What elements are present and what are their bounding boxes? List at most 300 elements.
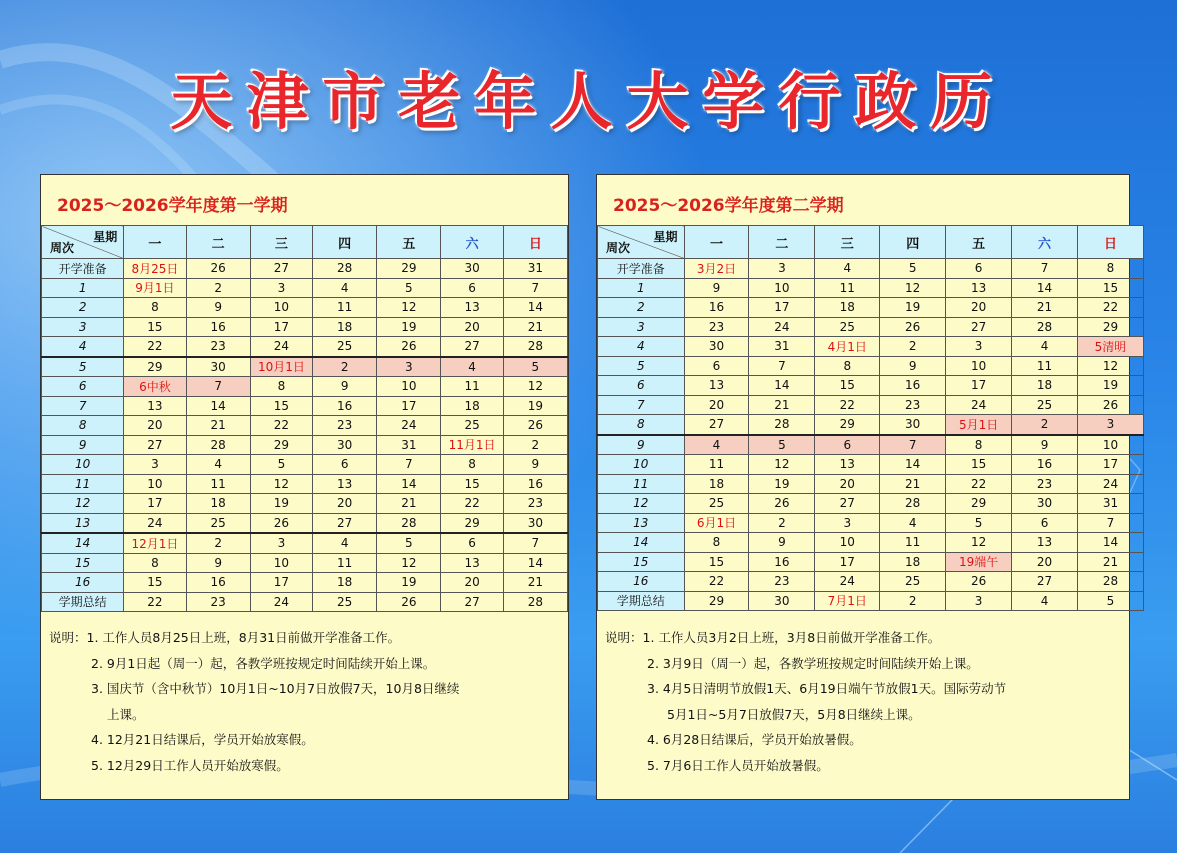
week-row (42, 435, 568, 455)
week-row (42, 357, 568, 377)
date-cell: 15 (124, 317, 186, 337)
date-cell: 12 (946, 533, 1012, 553)
term2-title: 2025～2026学年度第二学期 (613, 196, 844, 216)
date-cell: 28 (880, 494, 946, 514)
week-row (42, 553, 568, 573)
week-number-cell: 10 (598, 455, 685, 475)
date-cell: 10 (815, 533, 880, 553)
date-cell: 13 (124, 396, 186, 416)
weekday-header: 五 (377, 226, 441, 259)
note-line: 4. 6月28日结课后，学员开始放暑假。 (647, 732, 862, 747)
date-cell: 3 (946, 337, 1012, 357)
date-cell: 26 (186, 259, 250, 279)
date-cell: 21 (377, 494, 441, 514)
term1-notes (49, 625, 459, 778)
date-cell: 4 (186, 455, 250, 475)
date-cell: 17 (250, 317, 312, 337)
date-cell: 17 (749, 298, 815, 318)
week-row (42, 278, 568, 298)
date-cell: 4 (441, 357, 503, 377)
date-cell: 6 (441, 533, 503, 553)
date-cell: 4 (880, 513, 946, 533)
date-cell: 29 (377, 259, 441, 279)
date-cell: 24 (815, 572, 880, 592)
date-cell: 2 (186, 278, 250, 298)
week-row (42, 317, 568, 337)
date-cell: 15 (250, 396, 312, 416)
date-cell: 22 (1078, 298, 1144, 318)
date-cell: 13 (313, 474, 377, 494)
week-row (42, 377, 568, 397)
date-cell: 16 (313, 396, 377, 416)
date-cell: 14 (377, 474, 441, 494)
date-cell: 28 (313, 259, 377, 279)
date-cell: 10 (1078, 435, 1144, 455)
week-row (42, 455, 568, 475)
date-cell: 24 (1078, 474, 1144, 494)
date-cell: 6 (441, 278, 503, 298)
date-cell: 19 (749, 474, 815, 494)
date-cell: 16 (1012, 455, 1078, 475)
date-cell: 11 (1012, 356, 1078, 376)
date-cell: 8 (250, 377, 312, 397)
weekday-header: 四 (880, 226, 946, 259)
date-cell: 6 (1012, 513, 1078, 533)
week-row (42, 494, 568, 514)
date-cell: 16 (684, 298, 749, 318)
week-row (598, 259, 1144, 279)
date-cell: 25 (815, 317, 880, 337)
date-cell: 10月1日 (250, 357, 312, 377)
week-number-cell: 15 (42, 553, 124, 573)
week-row (42, 416, 568, 436)
note-line: 5. 7月6日工作人员开始放暑假。 (647, 757, 829, 773)
date-cell: 5 (250, 455, 312, 475)
note-line: 5月1日~5月7日放假7天，5月8日继续上课。 (667, 706, 921, 722)
date-cell: 3 (1078, 415, 1144, 435)
date-cell: 25 (313, 592, 377, 612)
date-cell: 20 (441, 573, 503, 593)
week-number-cell: 7 (42, 396, 124, 416)
date-cell: 26 (946, 572, 1012, 592)
date-cell: 30 (313, 435, 377, 455)
date-cell: 26 (377, 337, 441, 357)
week-number-cell: 12 (598, 494, 685, 514)
date-cell: 26 (250, 513, 312, 533)
date-cell: 15 (441, 474, 503, 494)
date-cell: 17 (377, 396, 441, 416)
date-cell: 14 (880, 455, 946, 475)
week-number-cell: 9 (42, 435, 124, 455)
date-cell: 27 (684, 415, 749, 435)
date-cell: 9 (503, 455, 567, 475)
week-row (598, 317, 1144, 337)
date-cell: 4 (1012, 337, 1078, 357)
date-cell: 23 (749, 572, 815, 592)
date-cell: 2 (880, 591, 946, 611)
date-cell: 12 (880, 278, 946, 298)
note-line: 2. 9月1日起（周一）起，各教学班按规定时间陆续开始上课。 (91, 655, 436, 671)
date-cell: 20 (946, 298, 1012, 318)
date-cell: 18 (1012, 376, 1078, 396)
date-cell: 6月1日 (684, 513, 749, 533)
date-cell: 30 (749, 591, 815, 611)
week-row (42, 513, 568, 533)
week-number-cell: 16 (42, 573, 124, 593)
term2-notes (605, 625, 1006, 778)
date-cell: 18 (313, 317, 377, 337)
week-number-cell: 1 (42, 278, 124, 298)
date-cell: 3 (815, 513, 880, 533)
date-cell: 7 (1078, 513, 1144, 533)
date-cell: 25 (684, 494, 749, 514)
date-cell: 28 (377, 513, 441, 533)
date-cell: 6中秋 (124, 377, 186, 397)
date-cell: 23 (503, 494, 567, 514)
date-cell: 15 (815, 376, 880, 396)
date-cell: 2 (1012, 415, 1078, 435)
date-cell: 26 (377, 592, 441, 612)
date-cell: 20 (1012, 552, 1078, 572)
note-line: 4. 12月21日结课后，学员开始放寒假。 (91, 732, 314, 747)
date-cell: 14 (503, 298, 567, 318)
week-row (598, 415, 1144, 435)
date-cell: 3 (250, 278, 312, 298)
date-cell: 21 (749, 395, 815, 415)
week-number-cell: 12 (42, 494, 124, 514)
date-cell: 17 (250, 573, 312, 593)
date-cell: 23 (684, 317, 749, 337)
date-cell: 20 (684, 395, 749, 415)
date-cell: 2 (313, 357, 377, 377)
date-cell: 21 (503, 573, 567, 593)
date-cell: 23 (186, 337, 250, 357)
date-cell: 23 (313, 416, 377, 436)
date-cell: 13 (684, 376, 749, 396)
date-cell: 30 (880, 415, 946, 435)
date-cell: 20 (815, 474, 880, 494)
date-cell: 29 (1078, 317, 1144, 337)
week-number-cell: 开学准备 (42, 259, 124, 279)
term2-panel (596, 174, 1130, 800)
week-number-cell: 14 (598, 533, 685, 553)
date-cell: 7月1日 (815, 591, 880, 611)
week-number-cell: 2 (42, 298, 124, 318)
week-row (598, 533, 1144, 553)
date-cell: 8 (1078, 259, 1144, 279)
date-cell: 6 (815, 435, 880, 455)
date-cell: 10 (124, 474, 186, 494)
week-number-cell: 1 (598, 278, 685, 298)
date-cell: 8 (441, 455, 503, 475)
date-cell: 27 (815, 494, 880, 514)
date-cell: 30 (684, 337, 749, 357)
week-number-cell: 10 (42, 455, 124, 475)
week-number-cell: 4 (598, 337, 685, 357)
date-cell: 9 (749, 533, 815, 553)
weekday-header: 五 (946, 226, 1012, 259)
weekday-header: 一 (124, 226, 186, 259)
date-cell: 13 (441, 553, 503, 573)
corner-weekday-label: 星期 (653, 230, 678, 244)
note-line: 说明：1. 工作人员8月25日上班，8月31日前做开学准备工作。 (49, 630, 401, 645)
date-cell: 5 (946, 513, 1012, 533)
week-row (42, 573, 568, 593)
date-cell: 25 (1012, 395, 1078, 415)
date-cell: 12月1日 (124, 533, 186, 553)
week-row (598, 572, 1144, 592)
date-cell: 5 (377, 533, 441, 553)
week-number-cell: 5 (42, 357, 124, 377)
date-cell: 16 (749, 552, 815, 572)
date-cell: 10 (749, 278, 815, 298)
date-cell: 18 (880, 552, 946, 572)
date-cell: 29 (815, 415, 880, 435)
date-cell: 22 (815, 395, 880, 415)
date-cell: 19 (503, 396, 567, 416)
week-number-cell: 8 (598, 415, 685, 435)
week-number-cell: 学期总结 (598, 591, 685, 611)
week-number-cell: 开学准备 (598, 259, 685, 279)
date-cell: 8月25日 (124, 259, 186, 279)
week-row (598, 455, 1144, 475)
date-cell: 11 (815, 278, 880, 298)
date-cell: 27 (313, 513, 377, 533)
week-row (598, 356, 1144, 376)
week-row (598, 435, 1144, 455)
week-row (598, 513, 1144, 533)
week-row (598, 278, 1144, 298)
note-line: 2. 3月9日（周一）起，各教学班按规定时间陆续开始上课。 (647, 655, 979, 671)
date-cell: 3月2日 (684, 259, 749, 279)
week-number-cell: 5 (598, 356, 685, 376)
date-cell: 22 (441, 494, 503, 514)
date-cell: 27 (250, 259, 312, 279)
date-cell: 13 (441, 298, 503, 318)
date-cell: 16 (503, 474, 567, 494)
date-cell: 31 (1078, 494, 1144, 514)
date-cell: 4月1日 (815, 337, 880, 357)
date-cell: 2 (186, 533, 250, 553)
date-cell: 20 (124, 416, 186, 436)
date-cell: 3 (946, 591, 1012, 611)
week-row (598, 298, 1144, 318)
date-cell: 3 (749, 259, 815, 279)
week-number-cell: 2 (598, 298, 685, 318)
date-cell: 7 (503, 278, 567, 298)
week-number-cell: 11 (42, 474, 124, 494)
week-row (598, 494, 1144, 514)
date-cell: 12 (1078, 356, 1144, 376)
date-cell: 18 (441, 396, 503, 416)
date-cell: 5 (1078, 591, 1144, 611)
date-cell: 11 (441, 377, 503, 397)
date-cell: 2 (880, 337, 946, 357)
date-cell: 25 (186, 513, 250, 533)
date-cell: 6 (946, 259, 1012, 279)
date-cell: 22 (684, 572, 749, 592)
date-cell: 3 (250, 533, 312, 553)
date-cell: 7 (749, 356, 815, 376)
date-cell: 6 (684, 356, 749, 376)
date-cell: 19 (377, 573, 441, 593)
week-row (42, 592, 568, 612)
weekday-header: 六 (441, 226, 503, 259)
week-number-cell: 8 (42, 416, 124, 436)
weekday-header: 二 (186, 226, 250, 259)
date-cell: 29 (441, 513, 503, 533)
date-cell: 7 (1012, 259, 1078, 279)
date-cell: 28 (749, 415, 815, 435)
date-cell: 18 (815, 298, 880, 318)
note-line: 3. 国庆节（含中秋节）10月1日~10月7日放假7天，10月8日继续 (91, 681, 460, 696)
week-number-cell: 11 (598, 474, 685, 494)
week-row (598, 474, 1144, 494)
date-cell: 21 (1012, 298, 1078, 318)
date-cell: 11 (880, 533, 946, 553)
date-cell: 14 (749, 376, 815, 396)
week-row (598, 552, 1144, 572)
date-cell: 9 (186, 298, 250, 318)
corner-weekday-label: 星期 (93, 230, 118, 244)
date-cell: 30 (441, 259, 503, 279)
date-cell: 25 (441, 416, 503, 436)
date-cell: 26 (749, 494, 815, 514)
week-row (42, 474, 568, 494)
date-cell: 28 (503, 592, 567, 612)
date-cell: 14 (186, 396, 250, 416)
term1-panel (40, 174, 569, 800)
date-cell: 12 (749, 455, 815, 475)
corner-week-label: 周次 (606, 241, 631, 255)
week-row (42, 396, 568, 416)
date-cell: 4 (313, 533, 377, 553)
term1-calendar (41, 225, 568, 612)
weekday-header: 日 (503, 226, 567, 259)
date-cell: 22 (124, 337, 186, 357)
note-line: 3. 4月5日清明节放假1天、6月19日端午节放假1天。国际劳动节 (647, 681, 1007, 696)
date-cell: 8 (946, 435, 1012, 455)
date-cell: 15 (684, 552, 749, 572)
date-cell: 15 (1078, 278, 1144, 298)
date-cell: 30 (503, 513, 567, 533)
date-cell: 9 (1012, 435, 1078, 455)
date-cell: 4 (684, 435, 749, 455)
note-line: 上课。 (107, 706, 145, 722)
date-cell: 21 (880, 474, 946, 494)
date-cell: 23 (186, 592, 250, 612)
weekday-header: 四 (313, 226, 377, 259)
date-cell: 29 (124, 357, 186, 377)
header-corner (598, 226, 685, 259)
date-cell: 20 (313, 494, 377, 514)
date-cell: 13 (1012, 533, 1078, 553)
week-number-cell: 13 (42, 513, 124, 533)
date-cell: 15 (124, 573, 186, 593)
date-cell: 13 (946, 278, 1012, 298)
week-number-cell: 6 (598, 376, 685, 396)
date-cell: 27 (441, 592, 503, 612)
date-cell: 24 (250, 592, 312, 612)
page-title: 天津市老年人大学行政历 (170, 65, 1007, 138)
week-row (598, 591, 1144, 611)
date-cell: 17 (124, 494, 186, 514)
date-cell: 9 (880, 356, 946, 376)
date-cell: 12 (377, 298, 441, 318)
date-cell: 9月1日 (124, 278, 186, 298)
date-cell: 24 (946, 395, 1012, 415)
date-cell: 13 (815, 455, 880, 475)
date-cell: 12 (503, 377, 567, 397)
date-cell: 26 (880, 317, 946, 337)
date-cell: 11月1日 (441, 435, 503, 455)
date-cell: 25 (313, 337, 377, 357)
weekday-header: 二 (749, 226, 815, 259)
date-cell: 22 (946, 474, 1012, 494)
week-row (598, 395, 1144, 415)
date-cell: 5月1日 (946, 415, 1012, 435)
date-cell: 8 (815, 356, 880, 376)
term1-title: 2025～2026学年度第一学期 (57, 196, 288, 216)
date-cell: 11 (186, 474, 250, 494)
date-cell: 4 (1012, 591, 1078, 611)
date-cell: 6 (313, 455, 377, 475)
week-row (42, 533, 568, 553)
date-cell: 28 (503, 337, 567, 357)
date-cell: 7 (377, 455, 441, 475)
date-cell: 19 (880, 298, 946, 318)
date-cell: 8 (684, 533, 749, 553)
note-line: 5. 12月29日工作人员开始放寒假。 (91, 757, 289, 773)
week-number-cell: 4 (42, 337, 124, 357)
date-cell: 4 (815, 259, 880, 279)
week-number-cell: 3 (42, 317, 124, 337)
date-cell: 10 (250, 298, 312, 318)
date-cell: 22 (250, 416, 312, 436)
date-cell: 7 (186, 377, 250, 397)
date-cell: 23 (880, 395, 946, 415)
date-cell: 5 (880, 259, 946, 279)
weekday-header: 六 (1012, 226, 1078, 259)
date-cell: 21 (186, 416, 250, 436)
date-cell: 24 (749, 317, 815, 337)
date-cell: 22 (124, 592, 186, 612)
date-cell: 19 (377, 317, 441, 337)
week-number-cell: 14 (42, 533, 124, 553)
date-cell: 25 (880, 572, 946, 592)
date-cell: 10 (250, 553, 312, 573)
date-cell: 27 (1012, 572, 1078, 592)
date-cell: 17 (815, 552, 880, 572)
week-number-cell: 13 (598, 513, 685, 533)
corner-week-label: 周次 (50, 241, 75, 255)
week-number-cell: 7 (598, 395, 685, 415)
date-cell: 29 (250, 435, 312, 455)
date-cell: 24 (124, 513, 186, 533)
note-line: 说明：1. 工作人员3月2日上班，3月8日前做开学准备工作。 (605, 630, 941, 645)
date-cell: 5 (503, 357, 567, 377)
date-cell: 26 (503, 416, 567, 436)
date-cell: 12 (377, 553, 441, 573)
date-cell: 2 (503, 435, 567, 455)
week-number-cell: 3 (598, 317, 685, 337)
date-cell: 30 (186, 357, 250, 377)
date-cell: 5 (749, 435, 815, 455)
date-cell: 16 (186, 317, 250, 337)
week-number-cell: 16 (598, 572, 685, 592)
date-cell: 28 (1012, 317, 1078, 337)
date-cell: 24 (250, 337, 312, 357)
